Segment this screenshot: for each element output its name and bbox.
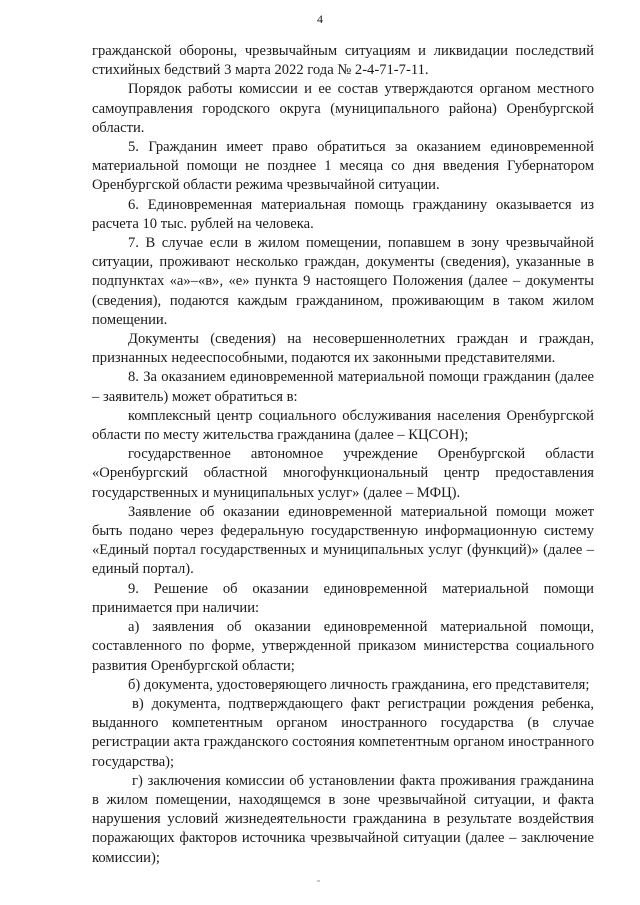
- paragraph-subitem-b: б) документа, удостоверяющего личность гражданина, его представителя;: [128, 676, 590, 693]
- paragraph-subitem-v: в) документа, подтверждающего факт регистрации рождения ребенка, выданного компетентным органом иностранного государства (в случае регистрации акта гражданского состояния компетентным органом иностранного государства);: [92, 695, 594, 770]
- paragraph-item-6: 6. Единовременная материальная помощь гражданину оказывается из расчета 10 тыс. рублей на человека.: [92, 196, 594, 232]
- paragraph-subitem-g: г) заключения комиссии об установлении факта проживания гражданина в жилом помещении, находящемся в зоне чрезвычайной ситуации, и факта нарушения условий жизнедеятельности гражданина в результате воздействия поражающих факторов источника чрезвычайной ситуации (далее – заключение комиссии);: [92, 772, 594, 866]
- document-body: [92, 42, 594, 868]
- paragraph-minors-documents: Документы (сведения) на несовершеннолетних граждан и граждан, признанных недееспособными, подаются их законными представителями.: [92, 331, 594, 367]
- paragraph-continuation: гражданской обороны, чрезвычайным ситуациям и ликвидации последствий стихийных бедствий 3 марта 2022 года № 2-4-71-7-11.: [92, 43, 594, 79]
- paragraph-item-7: 7. В случае если в жилом помещении, попавшем в зону чрезвычайной ситуации, проживают несколько граждан, документы (сведения), указанные в подпунктах «а»–«в», «е» пункта 9 настоящего Положения (далее – документы (сведения), подаются каждым гражданином, проживающим в таком жилом помещении.: [92, 235, 594, 328]
- page-number: 4: [317, 12, 323, 26]
- paragraph-item-9: 9. Решение об оказании единовременной материальной помощи принимается при наличии:: [92, 580, 594, 616]
- paragraph-commission-procedure: Порядок работы комиссии и ее состав утверждаются органом местного самоуправления городского округа (муниципального района) Оренбургской области.: [92, 81, 594, 136]
- paragraph-item-5: 5. Гражданин имеет право обратиться за оказанием единовременной материальной помощи не позднее 1 месяца со дня введения Губернатором Оренбургской области режима чрезвычайной ситуации.: [92, 139, 594, 194]
- paragraph-unified-portal: Заявление об оказании единовременной материальной помощи может быть подано через федеральную государственную информационную систему «Единый портал государственных и муниципальных услуг (функций)» (далее – единый портал).: [92, 503, 594, 578]
- paragraph-item-8: 8. За оказанием единовременной материальной помощи гражданин (далее – заявитель) может обратиться в:: [92, 369, 594, 405]
- paragraph-mfc: государственное автономное учреждение Оренбургской области «Оренбургский областной многофункциональный центр предоставления государственных и муниципальных услуг» (далее – МФЦ).: [92, 446, 594, 501]
- scan-speck: [317, 880, 320, 882]
- paragraph-subitem-a: а) заявления об оказании единовременной материальной помощи, составленного по форме, утвержденной приказом министерства социального развития Оренбургской области;: [92, 619, 594, 674]
- paragraph-kcson: комплексный центр социального обслуживания населения Оренбургской области по месту жительства гражданина (далее – КЦСОН);: [92, 407, 594, 444]
